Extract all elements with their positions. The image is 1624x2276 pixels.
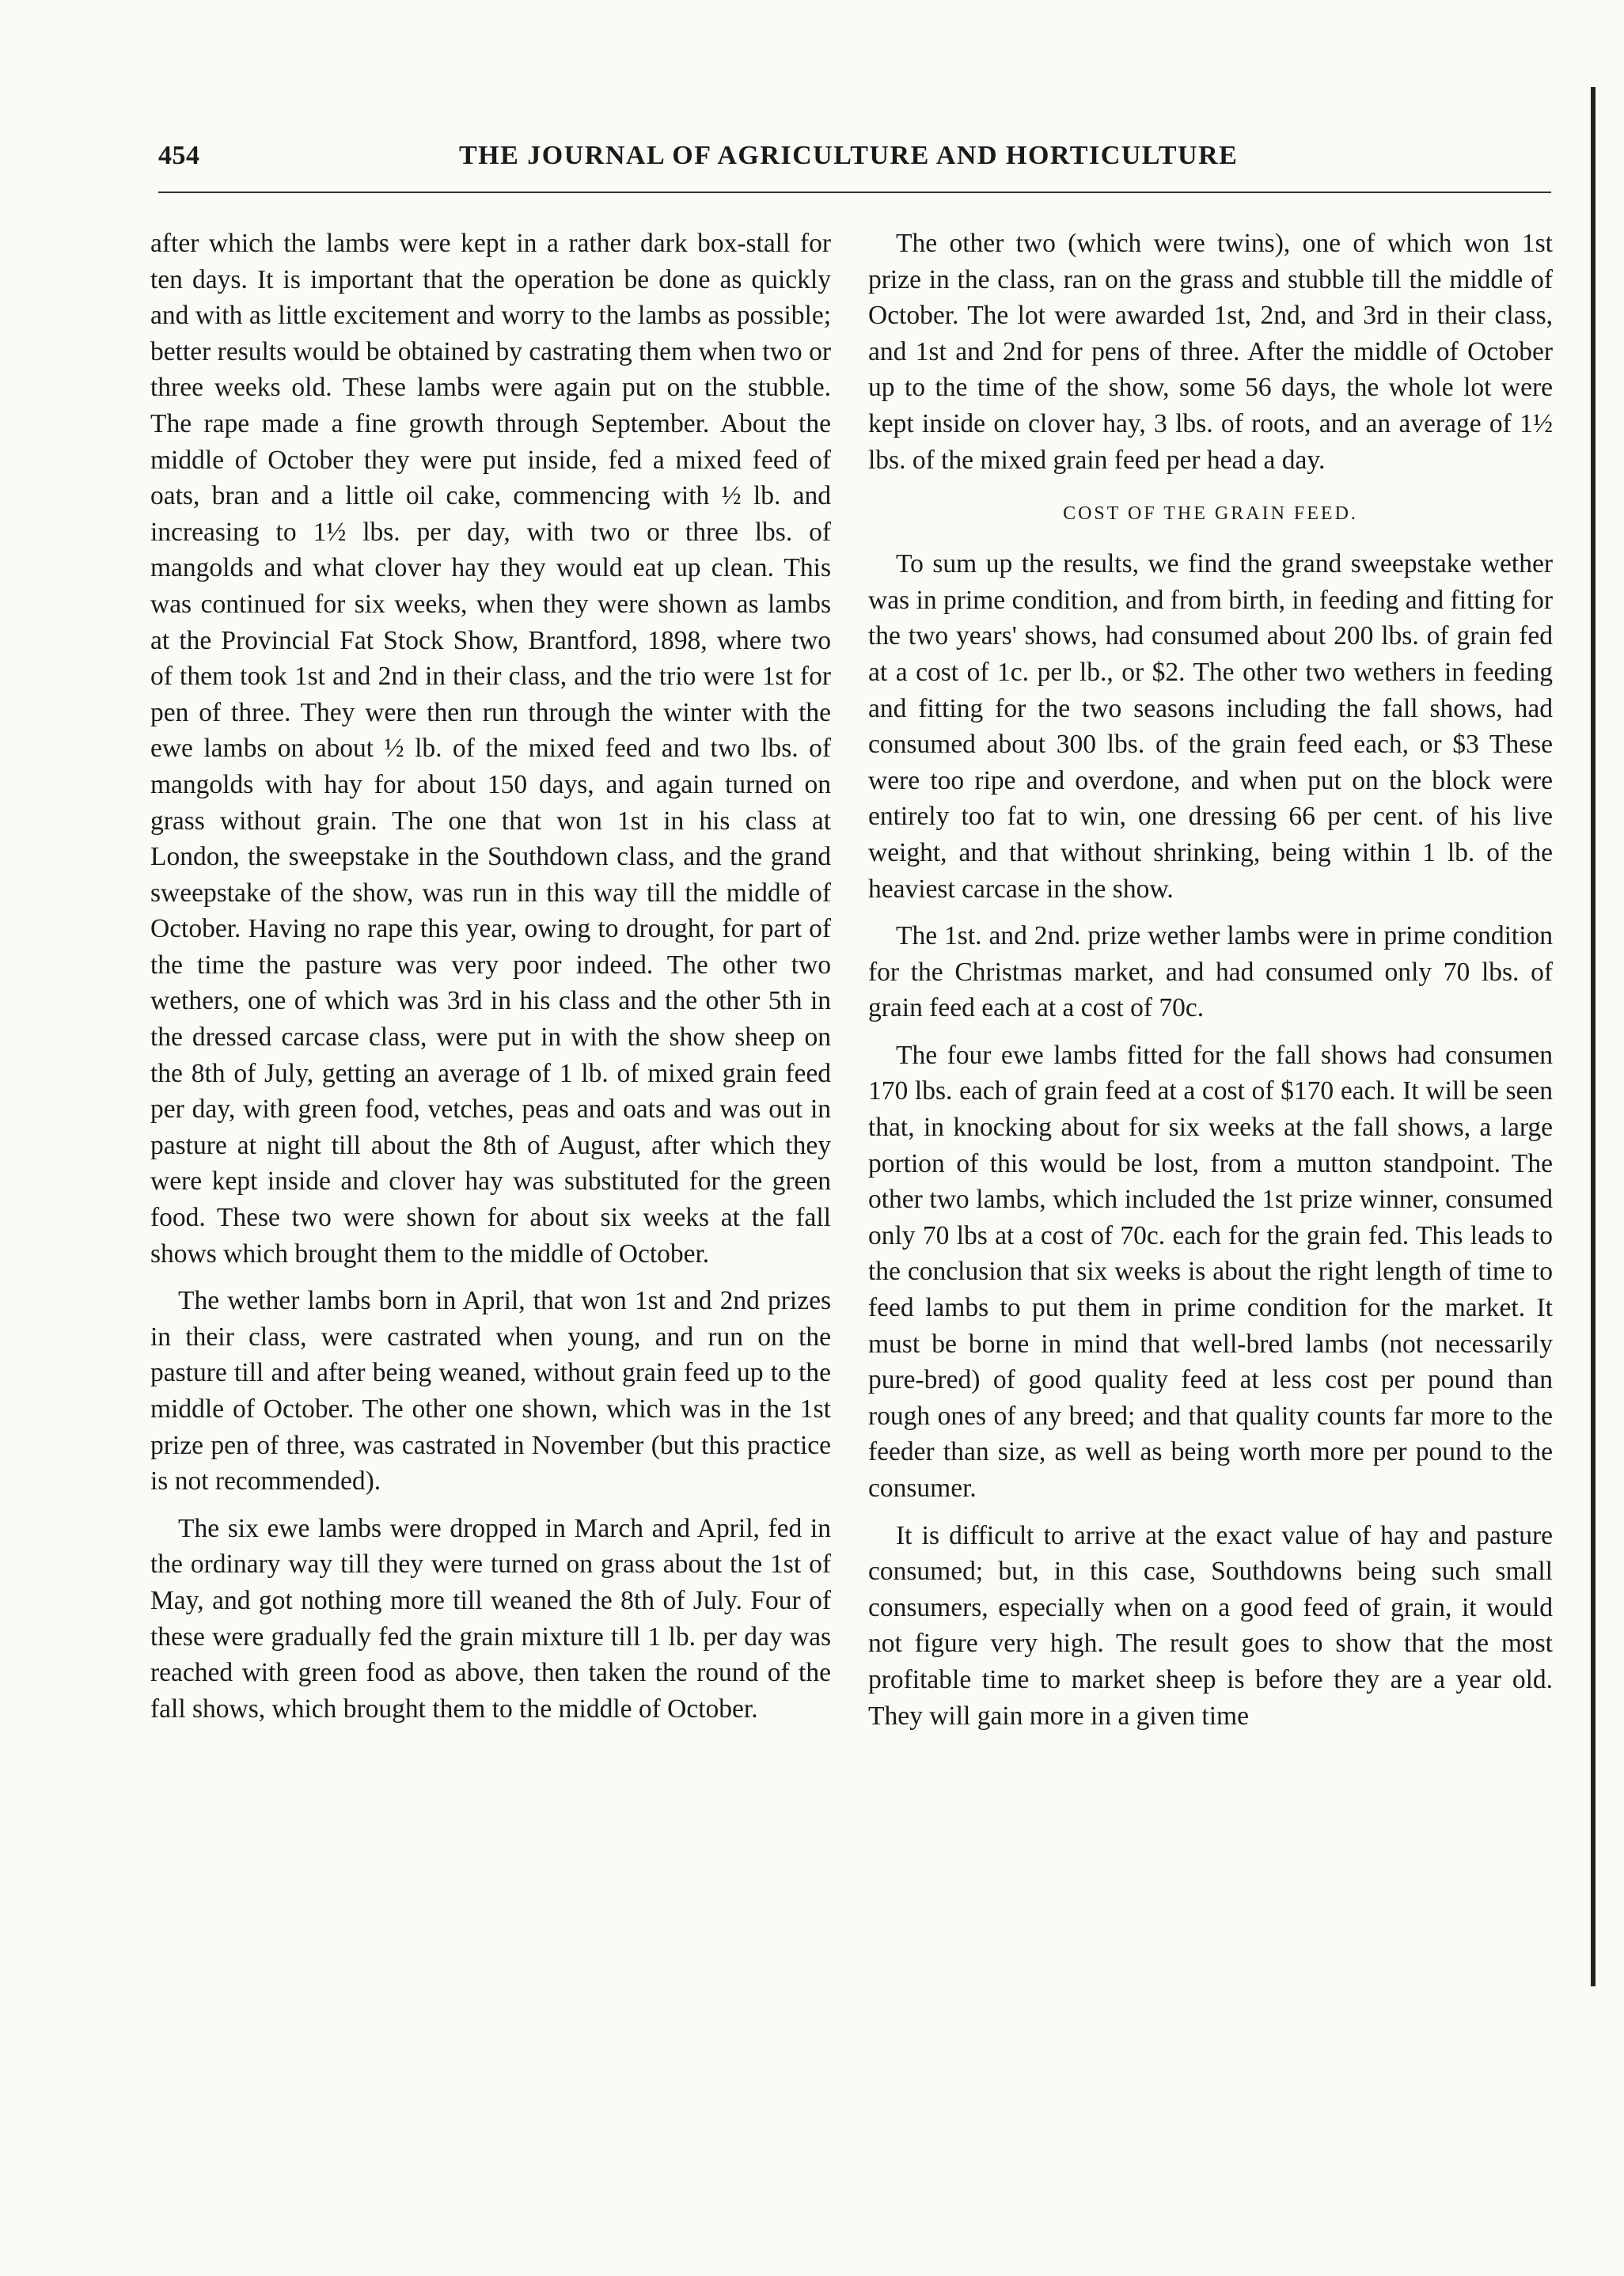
section-heading: COST OF THE GRAIN FEED. xyxy=(1063,503,1358,525)
right-column xyxy=(868,226,1553,1734)
paragraph: The 1st. and 2nd. prize wether lambs were in prime condition for the Christmas market, and had consumed only 70 lbs. of grain feed each at a cost of 70c. xyxy=(868,921,1553,1023)
left-column xyxy=(150,226,831,1727)
paragraph: The four ewe lambs fitted for the fall shows had consumen 170 lbs. each of grain feed at a cost of $170 each. It will be seen that, in knocking about for six weeks at the fall shows, a large portion of this would be lost, from a mutton standpoint. The other two lambs, which included the 1st prize winner, consumed only 70 lbs at a cost of 70c. each for the grain fed. This leads to the conclusion that six weeks is about the right length of time to feed lambs to put them in prime condition for the market. It must be borne in mind that well-bred lambs (not necessarily pure-bred) of good quality feed at less cost per pound than rough ones of any breed; and that quality counts far more to the feeder than size, as well as being worth more per pound to the consumer. xyxy=(868,1040,1553,1503)
running-title: THE JOURNAL OF AGRICULTURE AND HORTICULTURE xyxy=(459,141,1239,170)
header-rule xyxy=(158,192,1551,193)
paragraph: The other two (which were twins), one of which won 1st prize in the class, ran on the grass and stubble till the middle of October. The lot were awarded 1st, 2nd, and 3rd in their class, and 1st and 2nd for pens of three. After the middle of October up to the time of the show, some 56 days, the whole lot were kept inside on clover hay, 3 lbs. of roots, and an average of 1½ lbs. of the mixed grain feed per head a day. xyxy=(868,229,1553,475)
page-header xyxy=(158,141,1472,188)
paragraph: To sum up the results, we find the grand sweepstake wether was in prime condition, and from birth, in feeding and fitting for the two years' shows, had consumed about 200 lbs. of grain fed at a cost of 1c. per lb., or $2. The other two wethers in feeding and fitting for the two seasons including the fall shows, had consumed about 300 lbs. of the grain feed each, or $3 These were too ripe and overdone, and when put on the block were entirely too fat to win, one dressing 66 per cent. of his live weight, and that without shrinking, being within 1 lb. of the heaviest carcase in the show. xyxy=(868,549,1553,904)
page-edge-bar xyxy=(1591,87,1596,1986)
paragraph: after which the lambs were kept in a rather dark box-stall for ten days. It is important that the operation be done as quickly and with as little excitement and worry to the lambs as possible; better results would be obtained by castrating them when two or three weeks old. These lambs were again put on the stubble. The rape made a fine growth through September. About the middle of October they were put inside, fed a mixed feed of oats, bran and a little oil cake, commencing with ½ lb. and increasing to 1½ lbs. per day, with two or three lbs. of mangolds and what clover hay they would eat up clean. This was continued for six weeks, when they were shown as lambs at the Provincial Fat Stock Show, Brantford, 1898, where two of them took 1st and 2nd in their class, and the trio were 1st for pen of three. They were then run through the winter with the ewe lambs on about ½ lb. of the mixed feed and two lbs. of mangolds with hay for about 150 days, and again turned on grass without grain. The one that won 1st in his class at London, the sweepstake in the Southdown class, and the grand sweepstake of the show, was run in this way till the middle of October. Having no rape this year, owing to drought, for part of the time the pasture was very poor indeed. The other two wethers, one of which was 3rd in his class and the other 5th in the dressed carcase class, were put in with the show sheep on the 8th of July, getting an average of 1 lb. of mixed grain feed per day, with green food, vetches, peas and oats and was out in pasture at night till about the 8th of August, after which they were kept inside and clover hay was substituted for the green food. These two were shown for about six weeks at the fall shows which brought them to the middle of October. xyxy=(150,229,831,1269)
paragraph: The six ewe lambs were dropped in March and April, fed in the ordinary way till they were turned on grass about the 1st of May, and got nothing more till weaned the 8th of July. Four of these were gradually fed the grain mixture till 1 lb. per day was reached with green food as above, then taken the round of the fall shows, which brought them to the middle of October. xyxy=(150,1513,831,1724)
page-number: 454 xyxy=(158,141,200,170)
paragraph: It is difficult to arrive at the exact value of hay and pasture consumed; but, in this case, Southdowns being such small consumers, especially when on a good feed of grain, it would not figure very high. The result goes to show that the most profitable time to market sheep is before they are a year old. They will gain more in a given time xyxy=(868,1520,1553,1731)
paragraph: The wether lambs born in April, that won 1st and 2nd prizes in their class, were castrated when young, and run on the pasture till and after being weaned, without grain feed up to the middle of October. The other one shown, which was in the 1st prize pen of three, was castrated in November (but this practice is not recommended). xyxy=(150,1286,831,1496)
